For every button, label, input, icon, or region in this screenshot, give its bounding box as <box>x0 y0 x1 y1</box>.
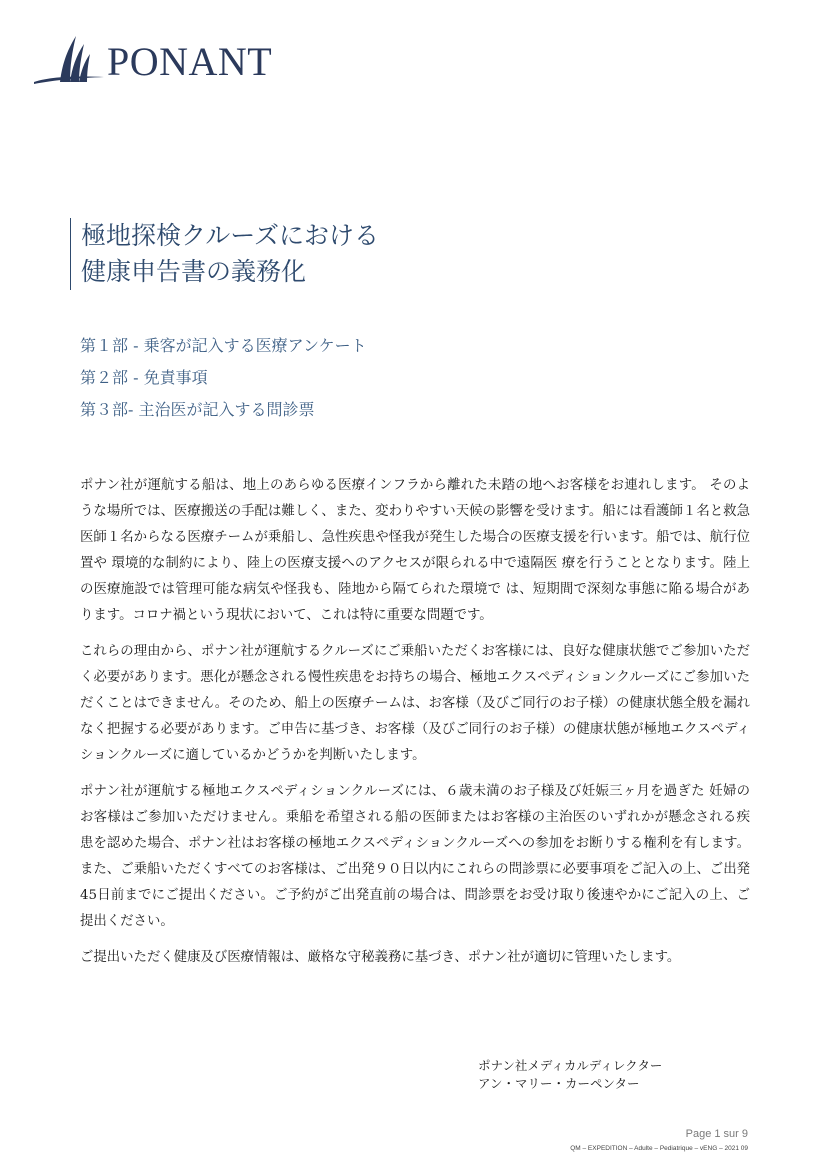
signature-role: ポナン社メディカルディレクター <box>478 1058 663 1073</box>
paragraph: これらの理由から、ポナン社が運航するクルーズにご乗船いただくお客様には、良好な健康状態でご参加いただく必要があります。悪化が懸念される慢性疾患をお持ちの場合、極地エクスペディションクルーズにご参加いただくことはできません。そのため、船上の医療チームは、お客様（及びご同行のお子様）の健康状態全般を漏れなく把握する必要があります。ご申告に基づき、お客様（及びご同行のお子様）の健康状態が極地エクスペディションクルーズに適しているかどうかを判断いたします。 <box>80 644 750 763</box>
parts-list <box>80 330 367 426</box>
document-title <box>70 218 379 290</box>
logo-wordmark: PONANT <box>107 39 273 84</box>
signature-name: アン・マリー・カーペンター <box>478 1076 640 1091</box>
page-number: Page 1 sur 9 <box>685 1128 748 1140</box>
document-reference: QM – EXPEDITION – Adulte – Pediatrique – vENG – 2021 09 <box>570 1145 748 1152</box>
signature-block <box>478 1057 662 1093</box>
title-line-2: 健康申告書の義務化 <box>81 257 307 286</box>
body-text <box>80 473 750 981</box>
paragraph: ポナン社が運航する船は、地上のあらゆる医療インフラから離れた未踏の地へお客様をお連れします。 そのような場所では、医療搬送の手配は難しく、また、変わりやすい天候の影響を受けます。船には看護師１名と救急医師１名からなる医療チームが乗船し、急性疾患や怪我が発生した場合の医療支援を行います。船では、航行位置や 環境的な制約により、陸上の医療支援へのアクセスが限られる中で遠隔医 療を行うこととなります。陸上の医療施設では管理可能な病気や怪我も、陸地から隔てられた環境で は、短期間で深刻な事態に陥る場合があります。コロナ禍という現状において、これは特に重要な問題です。 <box>80 478 750 623</box>
title-line-1: 極地探検クルーズにおける <box>81 221 380 250</box>
part-item: 第２部 - 免責事項 <box>80 368 208 387</box>
paragraph: ご提出いただく健康及び医療情報は、厳格な守秘義務に基づき、ポナン社が適切に管理いたします。 <box>80 950 681 965</box>
paragraph: ポナン社が運航する極地エクスペディションクルーズには、６歳未満のお子様及び妊娠三ヶ月を過ぎた 妊婦のお客様はご参加いただけません。乗船を希望される船の医師またはお客様の主治医のいずれかが懸念される疾患を認めた場合、ポナン社はお客様の極地エクスペディションクルーズへの参加をお断りする権利を有します。また、ご乗船いただくすべてのお客様は、ご出発９０日以内にこれらの問診票に必要事項をご記入の上、ご出発45日前までにご提出ください。ご予約がご出発直前の場合は、問診票をお受け取り後速やかにご記入の上、ご提出ください。 <box>80 784 750 929</box>
sails-icon <box>32 30 112 86</box>
part-item: 第３部- 主治医が記入する問診票 <box>80 400 315 419</box>
part-item: 第１部 - 乗客が記入する医療アンケート <box>80 336 367 355</box>
ponant-logo <box>32 30 292 86</box>
